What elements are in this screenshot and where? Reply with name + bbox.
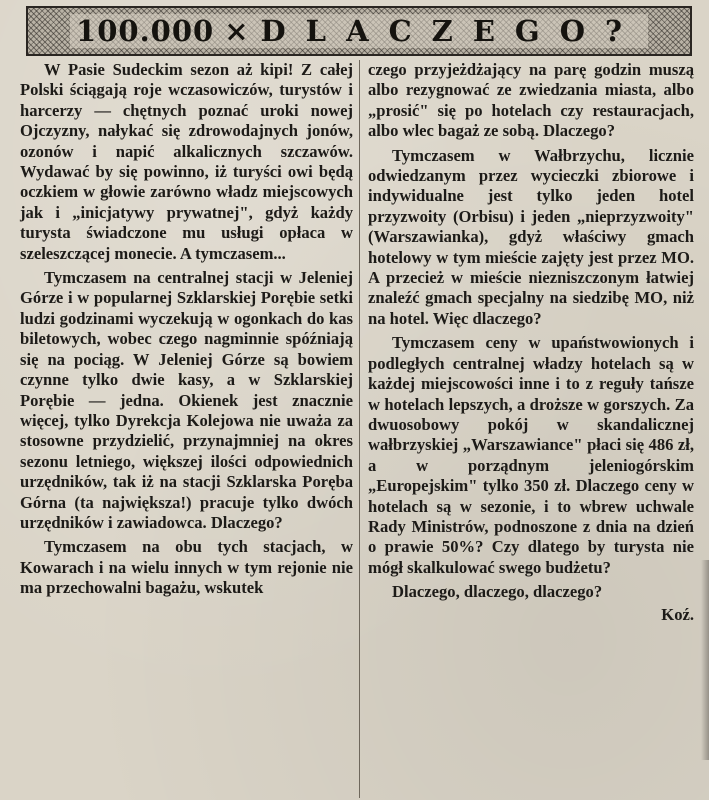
right-paragraph-2: Tymczasem w Wałbrzychu, licznie odwiedzanym przez wycieczki zbiorowe i indywidualne jest tylko jeden hotel przyzwoity (Orbisu) i jeden „nieprzyzwoity" (Warszawianka), gdyż właściwy gmach hotelowy w tym mieście zajęty jest przez MO. A przecież w mieście niezniszczonym łatwiej znaleźć gmach specjalny na siedzibę MO, niż na hotel. Więc dlaczego?: [368, 145, 694, 328]
headline-times-sign: ×: [224, 14, 251, 48]
headline-word: DLACZEGO?: [260, 14, 642, 48]
right-paragraph-1: czego przyjeżdżający na parę godzin muszą albo rezygnować ze zwiedzania miasta, albo „prosić" się po hotelach czy restauracjach, albo wlec bagaż ze sobą. Dlaczego?: [368, 60, 694, 141]
headline: [70, 14, 648, 48]
left-paragraph-3: Tymczasem na obu tych stacjach, w Kowarach i na wielu innych w tym rejonie nie ma przechowalni bagażu, wskutek: [20, 537, 353, 598]
column-divider: [359, 60, 360, 798]
left-paragraph-1: W Pasie Sudeckim sezon aż kipi! Z całej Polski ściągają roje wczasowiczów, turystów i harcerzy — chętnych poznać uroki nowej Ojczyzny, nałykać się zdrowodajnych jonów, ozonów i napić alkalicznych szczawów. Wydawać by się powinno, iż turyści owi będą oczkiem w głowie zarówno władz miejscowych jak i „inicjatywy prywatnej", gdyż każdy turysta świadczone mu usługi opłaca w szeleszczącej monecie. A tymczasem...: [20, 60, 353, 263]
right-paragraph-3: Tymczasem ceny w upaństwowionych i podległych centralnej władzy hotelach są w każdej miejscowości inne i to z reguły tańsze w hotelach lepszych, a droższe w gorszych. Za dwuosobowy pokój w skandalicznej wałbrzyskiej „Warszawiance" płaci się 486 zł, a w porządnym jeleniogórskim „Europejskim" tylko 350 zł. Dlaczego ceny w hotelach są w sezonie, i to wbrew uchwale Rady Ministrów, podnoszone z dnia na dzień o prawie 50%? Czy dlatego by turysta nie mógł skalkulować swego budżetu?: [368, 333, 694, 577]
right-column: [368, 60, 694, 629]
page-edge-shadow: [701, 560, 709, 760]
left-paragraph-2: Tymczasem na centralnej stacji w Jeleniej Górze i w popularnej Szklarskiej Porębie setki ludzi godzinami wyczekują w ogonkach do kas biletowych, wobec czego nagminnie spóźniają się na pociąg. W Jeleniej Górze są bowiem czynne tylko dwie kasy, a w Szklarskiej Porębie — jedna. Okienek jest znacznie więcej, tylko Dyrekcja Kolejowa nie uważa za stosowne przydzielić, przynajmniej na okres sezonu letniego, większej ilości odpowiednich urzędników, tak iż na stacji Szklarska Poręba Górna (ta największa!) pracuje tylko dwóch urzędników i zawiadowca. Dlaczego?: [20, 268, 353, 532]
headline-banner: [26, 6, 692, 56]
left-column: [20, 60, 353, 603]
headline-number: 100.000: [76, 14, 215, 48]
right-paragraph-4: Dlaczego, dlaczego, dlaczego?: [392, 582, 603, 602]
author-signature: Koź.: [661, 604, 694, 624]
